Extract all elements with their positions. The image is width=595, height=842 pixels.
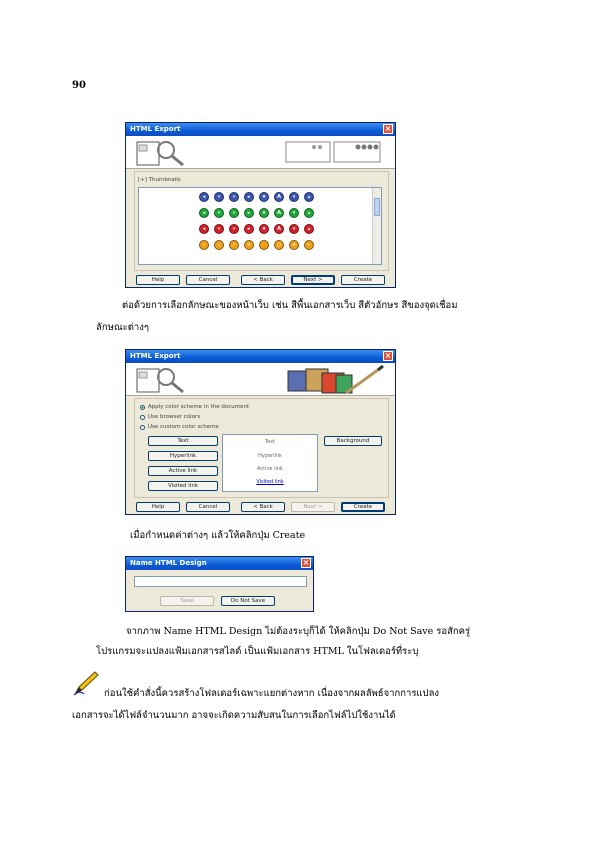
banner <box>126 136 395 169</box>
first-green-icon[interactable]: ◂ <box>199 208 209 218</box>
cancel-button[interactable]: Cancel <box>186 502 230 512</box>
do-not-save-button[interactable]: Do Not Save <box>221 596 275 606</box>
active-link-color-button[interactable]: Active link <box>148 466 218 476</box>
close-button[interactable]: × <box>384 351 392 360</box>
document-magnifier-icon <box>136 139 188 167</box>
next-orange-icon[interactable]: › <box>229 240 239 250</box>
color-palette-brush-icon <box>286 365 386 395</box>
down-green-icon[interactable]: ▾ <box>289 208 299 218</box>
up-green-icon[interactable]: ▴ <box>304 208 314 218</box>
next-button[interactable]: Next > <box>291 502 335 512</box>
forward-green-icon[interactable]: » <box>229 208 239 218</box>
hyperlink-color-button[interactable]: Hyperlink <box>148 451 218 461</box>
web-page-preview-icon <box>284 140 384 166</box>
preview-hyperlink: Hyperlink <box>258 453 282 459</box>
close-button[interactable]: × <box>302 558 310 567</box>
last-green-icon[interactable]: ▸ <box>244 208 254 218</box>
title-bar <box>126 123 395 136</box>
banner <box>126 363 395 396</box>
plus-orange-icon[interactable]: + <box>289 240 299 250</box>
cancel-button[interactable]: Cancel <box>186 275 230 285</box>
next-button[interactable]: Next > <box>291 275 335 285</box>
star-red-icon[interactable]: ★ <box>259 224 269 234</box>
end-orange-icon[interactable]: » <box>244 240 254 250</box>
help-button[interactable]: Help <box>136 502 180 512</box>
name-html-design-dialog <box>125 556 314 612</box>
radio-custom-scheme[interactable] <box>140 425 145 430</box>
paragraph-1-line-1: ต่อด้วยการเลือกลักษณะของหน้าเว็บ เช่น สีพื้นเอกสารเว็บ สีตัวอักษร สีของจุดเชื่อม <box>122 300 458 311</box>
option-apply-scheme: Apply color scheme in the document <box>148 404 250 410</box>
design-name-input[interactable] <box>134 576 307 587</box>
note-line-2: เอกสารจะได้ไฟล์จำนวนมาก อาจจะเกิดความสับสนในการเลือกไฟล์ไปใช้งานได้ <box>72 710 396 721</box>
preview-visited-link: Visited link <box>256 479 284 485</box>
create-button[interactable]: Create <box>341 502 385 512</box>
text-color-button[interactable]: Text <box>148 436 218 446</box>
back-button[interactable]: < Back <box>241 502 285 512</box>
minus-orange-icon[interactable]: – <box>304 240 314 250</box>
caption-2: เมื่อกำหนดค่าต่างๆ แล้วให้คลิกปุ่ม Create <box>130 530 306 541</box>
close-button[interactable]: × <box>384 124 392 133</box>
left-orange-icon[interactable]: ‹ <box>199 240 209 250</box>
option-custom-scheme: Use custom color scheme <box>148 424 219 430</box>
down-blue-icon[interactable]: ▾ <box>289 192 299 202</box>
font-blue-icon[interactable]: A <box>274 192 284 202</box>
preview-active-link: Active link <box>257 466 283 472</box>
rewind-red-icon[interactable]: « <box>214 224 224 234</box>
circle-orange-icon[interactable]: ○ <box>274 240 284 250</box>
last-red-icon[interactable]: ▸ <box>244 224 254 234</box>
first-blue-icon[interactable]: ◂ <box>199 192 209 202</box>
rewind-blue-icon[interactable]: « <box>214 192 224 202</box>
document-magnifier-icon <box>136 366 188 394</box>
html-export-dialog-colors <box>125 349 396 515</box>
color-preview <box>222 434 318 492</box>
font-red-icon[interactable]: A <box>274 224 284 234</box>
dialog-title: HTML Export <box>130 125 181 133</box>
help-button[interactable]: Help <box>136 275 180 285</box>
title-bar <box>126 350 395 363</box>
rewind-green-icon[interactable]: « <box>214 208 224 218</box>
paragraph-2-line-2: โปรแกรมจะแปลงแฟ้มเอกสารสไลด์ เป็นแฟ้มเอกสาร HTML ในโฟลเดอร์ที่ระบุ <box>96 646 419 657</box>
right-orange-icon[interactable]: › <box>214 240 224 250</box>
option-browser-colors: Use browser colors <box>148 414 201 420</box>
up-blue-icon[interactable]: ▴ <box>304 192 314 202</box>
pen-icon <box>72 670 100 696</box>
paragraph-1-line-2: ลักษณะต่างๆ <box>96 322 149 333</box>
dialog-title: Name HTML Design <box>130 559 207 567</box>
background-button[interactable]: Background <box>324 436 382 446</box>
dialog-title: HTML Export <box>130 352 181 360</box>
list-scrollbar[interactable] <box>372 188 381 264</box>
up-red-icon[interactable]: ▴ <box>304 224 314 234</box>
home-orange-icon[interactable] <box>259 240 269 250</box>
note-line-1: ก่อนใช้คำสั่งนี้ควรสร้างโฟลเดอร์เฉพาะแยกต่างหาก เนื่องจากผลลัพธ์จากการแปลง <box>104 688 440 699</box>
star-green-icon[interactable]: ★ <box>259 208 269 218</box>
font-green-icon[interactable]: A <box>274 208 284 218</box>
visited-link-color-button[interactable]: Visited link <box>148 481 218 491</box>
page-number: 90 <box>72 80 86 91</box>
radio-apply-scheme[interactable] <box>140 405 145 410</box>
create-button[interactable]: Create <box>341 275 385 285</box>
down-red-icon[interactable]: ▾ <box>289 224 299 234</box>
save-button[interactable]: Save <box>160 596 214 606</box>
forward-red-icon[interactable]: » <box>229 224 239 234</box>
last-blue-icon[interactable]: ▸ <box>244 192 254 202</box>
back-button[interactable]: < Back <box>241 275 285 285</box>
tree-label: [+] Thumbnails <box>138 177 181 183</box>
button-style-list[interactable] <box>138 187 382 265</box>
html-export-dialog-buttons <box>125 122 396 288</box>
preview-text: Text <box>264 439 276 445</box>
forward-blue-icon[interactable]: » <box>229 192 239 202</box>
star-blue-icon[interactable]: ★ <box>259 192 269 202</box>
title-bar <box>126 557 313 570</box>
radio-browser-colors[interactable] <box>140 415 145 420</box>
first-red-icon[interactable]: ◂ <box>199 224 209 234</box>
paragraph-2-line-1: จากภาพ Name HTML Design ไม่ต้องระบุก็ได้ ให้คลิกปุ่ม Do Not Save รอสักครู่ <box>126 626 471 637</box>
